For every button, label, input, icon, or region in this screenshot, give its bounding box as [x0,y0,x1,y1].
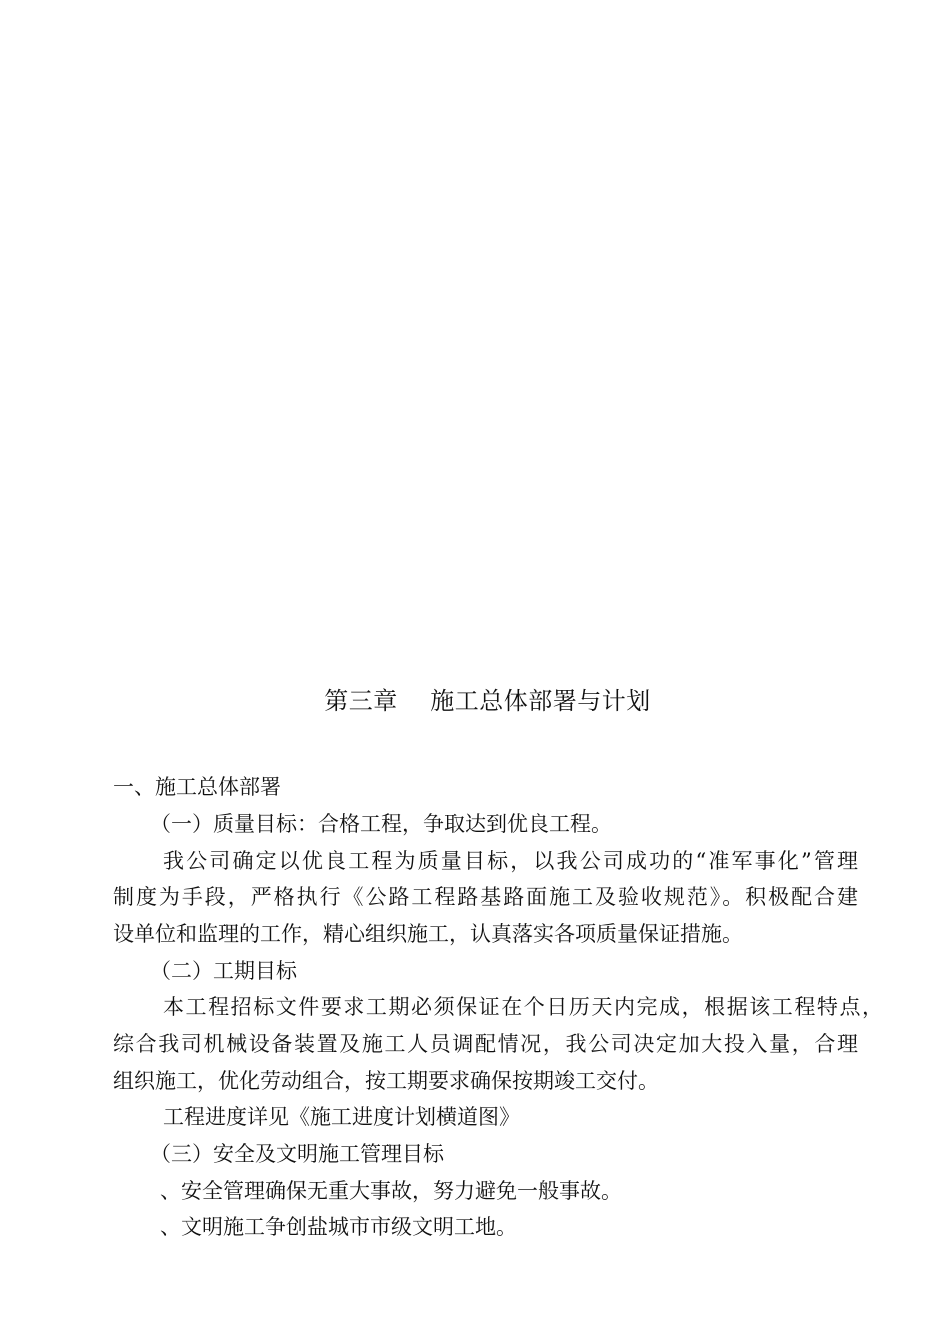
quality-heading: （一）质量目标：合格工程，争取达到优良工程。 [150,812,612,836]
quality-para-line-1: 我公司确定以优良工程为质量目标，以我公司成功的“准军事化”管理 [163,849,858,873]
schedule-para-line-1: 本工程招标文件要求工期必须保证在个日历天内完成，根据该工程特点， [163,995,883,1019]
schedule-para-line-2: 综合我司机械设备装置及施工人员调配情况，我公司决定加大投入量，合理 [113,1032,858,1056]
quality-para-line-2: 制度为手段，严格执行《公路工程路基路面施工及验收规范》。积极配合建 [113,885,858,909]
schedule-para-line-3: 组织施工，优化劳动组合，按工期要求确保按期竣工交付。 [113,1069,659,1093]
section-heading: 一、施工总体部署 [113,775,281,799]
quality-para-line-3: 设单位和监理的工作，精心组织施工，认真落实各项质量保证措施。 [113,922,743,946]
schedule-heading: （二）工期目标 [150,959,297,983]
schedule-note: 工程进度详见《施工进度计划横道图》 [163,1105,520,1129]
safety-item-2: 、文明施工争创盐城市市级文明工地。 [160,1215,517,1239]
chapter-title: 第三章 施工总体部署与计划 [324,687,651,715]
safety-heading: （三）安全及文明施工管理目标 [150,1142,444,1166]
safety-item-1: 、安全管理确保无重大事故，努力避免一般事故。 [160,1179,622,1203]
